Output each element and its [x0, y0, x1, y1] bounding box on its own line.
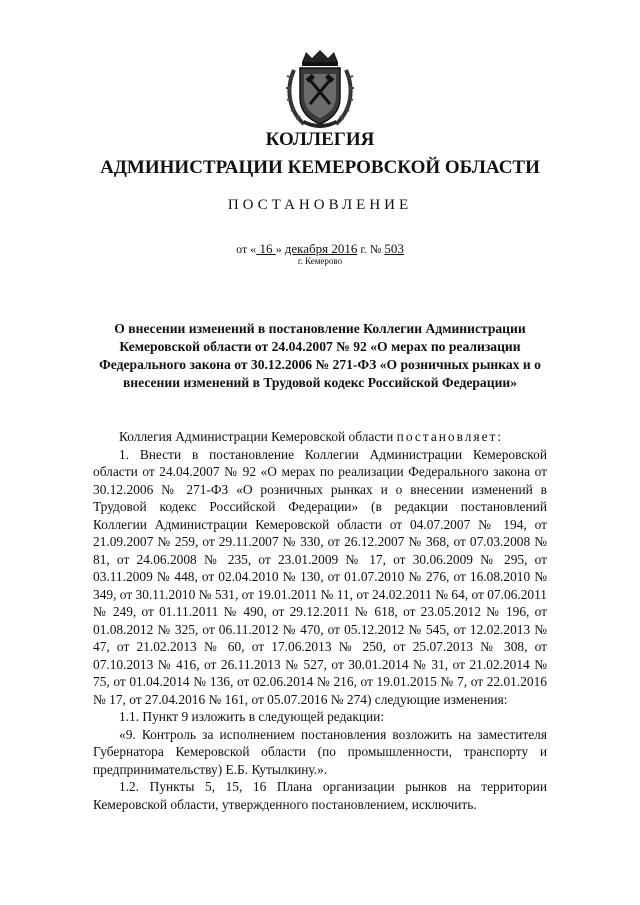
date-mid: » [275, 242, 285, 256]
document-type: ПОСТАНОВЛЕНИЕ [227, 197, 413, 213]
date-month-year: декабря 2016 [284, 241, 358, 256]
intro-paragraph [93, 428, 547, 446]
date-suffix: г. № [357, 242, 385, 256]
date-prefix: от « [236, 242, 257, 256]
paragraph-1-2: 1.2. Пункты 5, 15, 16 Плана организации рынков на территории Кемеровской области, утвержденного постановлением, исключить. [93, 779, 547, 812]
org-name-line2: АДМИНИСТРАЦИИ КЕМЕРОВСКОЙ ОБЛАСТИ [100, 157, 540, 178]
intro-lead: Коллегия Администрации Кемеровской области [119, 429, 397, 444]
paragraph-1-1-quote: «9. Контроль за исполнением постановления возложить на заместителя Губернатора Кемеровской области (по промышленности, транспорту и предпринимательству) Е.Б. Кутылкину.». [93, 726, 547, 777]
document-body [93, 428, 547, 813]
date-line [0, 241, 640, 257]
city-name: г. Кемерово [297, 256, 343, 266]
org-name-line1: КОЛЛЕГИЯ [265, 129, 375, 150]
document-number: 503 [384, 241, 404, 256]
intro-verb: постановляет: [396, 429, 504, 444]
paragraph-1: 1. Внести в постановление Коллегии Администрации Кемеровской области от 24.04.2007 № 92 «О мерах по реализации Федерального закона от 30.12.2006 № 271-ФЗ «О розничных рынках и о внесении изменений в Трудовой кодекс Российской Федерации» (в редакции постановлений Коллегии Администрации Кемеровской области от 04.07.2007 № 194, от 21.09.2007 № 259, от 29.11.2007 № 330, от 26.12.2007 № 368, от 07.03.2008 № 81, от 24.06.2008 № 235, от 23.01.2009 № 17, от 30.06.2009 № 295, от 03.11.2009 № 448, от 02.04.2010 № 130, от 01.07.2010 № 276, от 16.08.2010 № 349, от 30.11.2010 № 531, от 19.01.2011 № 11, от 24.02.2011 № 64, от 07.06.2011 № 249, от 01.11.2011 № 490, от 29.12.2011 № 618, от 23.05.2012 № 196, от 01.08.2012 № 325, от 06.11.2012 № 470, от 05.12.2012 № 545, от 12.02.2013 № 47, от 21.02.2013 № 60, от 17.06.2013 № 250, от 25.07.2013 № 308, от 07.10.2013 № 416, от 26.11.2013 № 527, от 30.01.2014 № 31, от 21.02.2014 № 75, от 01.04.2014 № 136, от 02.06.2014 № 216, от 19.01.2015 № 7, от 22.01.2016 № 17, от 27.04.2016 № 161, от 05.07.2016 № 274) следующие изменения: [93, 446, 547, 707]
coat-of-arms-emblem [284, 48, 356, 130]
document-title: О внесении изменений в постановление Коллегии Администрации Кемеровской области от 24.04.2007 № 92 «О мерах по реализации Федерального закона от 30.12.2006 № 271-ФЗ «О розничных рынках и о внесении изменений в Трудовой кодекс Российской Федерации» [99, 321, 541, 390]
paragraph-1-1: 1.1. Пункт 9 изложить в следующей редакции: [119, 709, 385, 724]
date-day: 16 [256, 241, 276, 256]
